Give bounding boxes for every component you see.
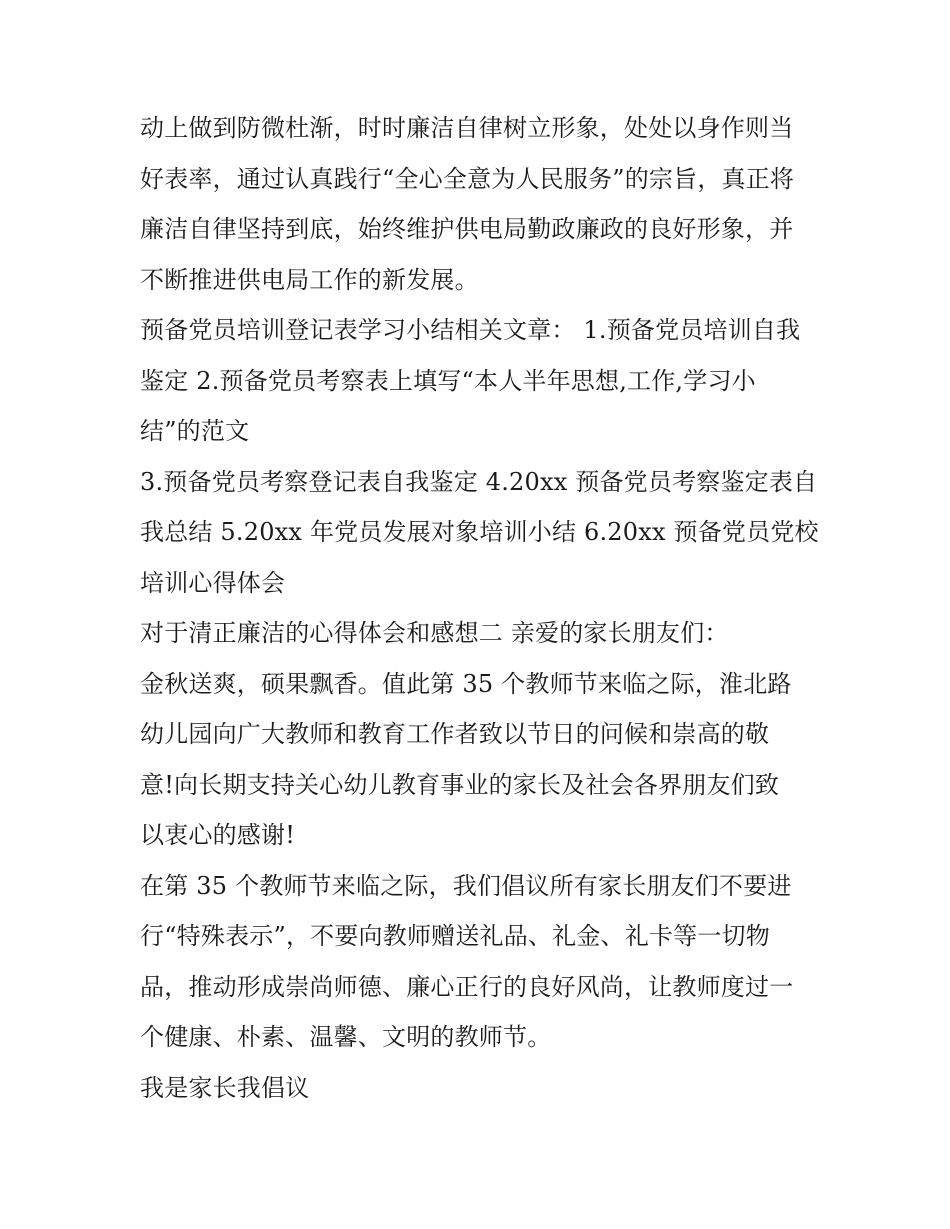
text-line: 廉洁自律坚持到底，始终维护供电局勤政廉政的良好形象，并 [140,215,794,243]
text-line: 对于清正廉洁的心得体会和感想二 亲爱的家长朋友们： [140,619,729,647]
text-line: 鉴定 2.预备党员考察表上填写“本人半年思想,工作,学习小 [140,366,756,395]
document-body [140,103,830,1113]
text-line: 结”的范文 [140,417,250,445]
text-line: 品，推动形成崇尚师德、廉心正行的良好风尚，让教师度过一 [140,972,794,1001]
text-line: 不断推进供电局工作的新发展。 [140,265,479,294]
text-line: 金秋送爽，硕果飘香。值此第 35 个教师节来临之际，淮北路 [140,669,792,698]
text-line: 培训心得体会 [140,568,286,597]
text-line: 个健康、朴素、温馨、文明的教师节。 [140,1023,552,1051]
text-line: 动上做到防微杜渐，时时廉洁自律树立形象，处处以身作则当 [140,114,794,142]
text-line: 预备党员培训登记表学习小结相关文章： 1.预备党员培训自我 [140,316,801,344]
text-line: 我是家长我倡议 [140,1073,310,1102]
text-line: 幼儿园向广大教师和教育工作者致以节日的问候和崇高的敬 [140,720,770,748]
text-line: 在第 35 个教师节来临之际，我们倡议所有家长朋友们不要进 [140,871,792,900]
text-line: 行“特殊表示”，不要向教师赠送礼品、礼金、礼卡等一切物 [140,922,770,950]
text-line: 3.预备党员考察登记表自我鉴定 4.20xx 预备党员考察鉴定表自 [140,467,818,496]
text-line: 意!向长期支持关心幼儿教育事业的家长及社会各界朋友们致 [140,770,780,799]
text-line: 我总结 5.20xx 年党员发展对象培训小结 6.20xx 预备党员党校 [140,518,819,546]
text-line: 好表率，通过认真践行“全心全意为人民服务”的宗旨，真正将 [140,164,795,193]
text-line: 以衷心的感谢! [140,821,296,849]
